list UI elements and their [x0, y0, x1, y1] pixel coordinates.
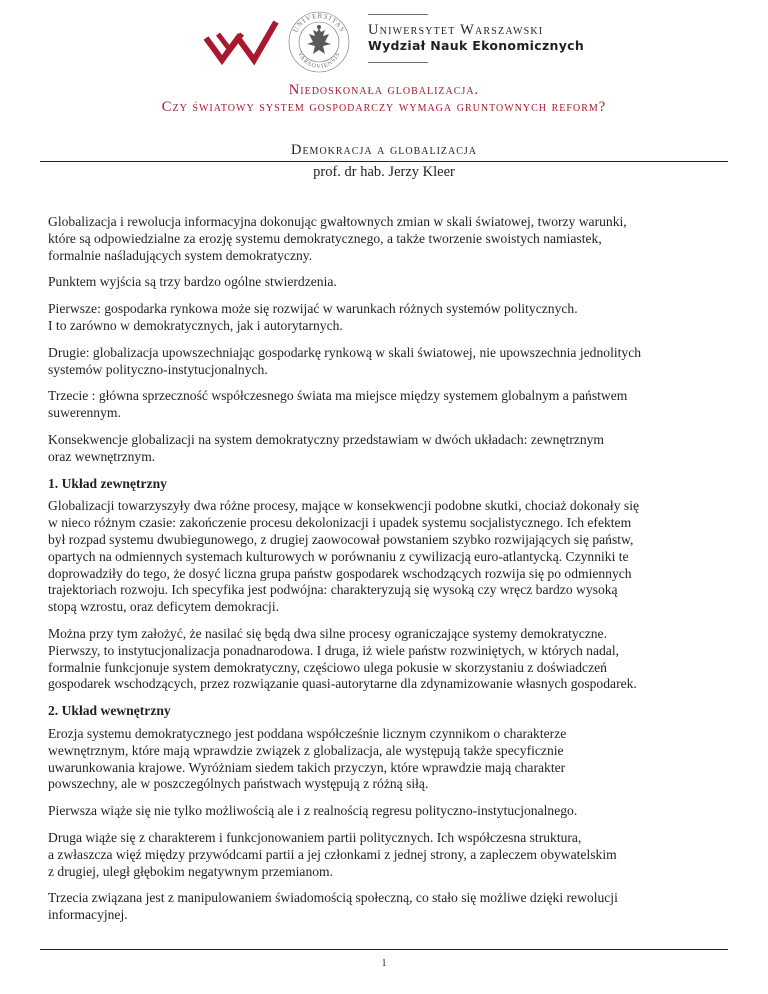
conference-title-line2: Czy światowy system gospodarczy wymaga gruntownych reform?: [161, 99, 607, 115]
paragraph: Pierwsza wiąże się nie tylko możliwością ale i z realnością regresu polityczno-instytucjonalnego.: [48, 803, 578, 819]
conference-title-line1: Niedoskonała globalizacja.: [288, 82, 480, 98]
page-header: [0, 0, 768, 80]
paragraph: Druga wiąże się z charakterem i funkcjonowaniem partii politycznych. Ich współczesna struktura, a zwłaszcza więź między przywódcami partii a jej członkami z jednej strony, a zapleczem obywatelskim z drugiej, uległ głębokim negatywnym przemianom.: [48, 829, 617, 879]
university-name: Uniwersytet Warszawski: [368, 22, 544, 38]
author-name: prof. dr hab. Jerzy Kleer: [313, 164, 455, 180]
seal-text-bottom: VARSOVIENSIS: [296, 51, 342, 71]
conference-title: [0, 82, 768, 116]
paragraph: Punktem wyjścia są trzy bardzo ogólne stwierdzenia.: [48, 274, 337, 290]
section-heading-internal: 2. Układ wewnętrzny: [48, 703, 171, 719]
paragraph: Drugie: globalizacja upowszechniając gospodarkę rynkową w skali światowej, nie upowszechnia jednolitych systemów polityczno-instytucjonalnych.: [48, 344, 642, 377]
paragraph: Globalizacji towarzyszyły dwa różne procesy, mające w konsekwencji podobne skutki, chociaż dokonały się w nieco różnym czasie: zakończenie procesu dekolonizacji i upadek systemu socjalistycznego. Ich efektem był rozpad systemu dwubiegunowego, z drugiej zaowocował powstaniem szybko rozwijających się państw, opartych na odmiennych systemach kulturowych w porównaniu z cywilizacją euro-atlantycką. Czynniki te doprowadziły do tego, że dosyć liczna grupa państw gospodarek wschodzących rozwija się po odmiennych trajektoriach rozwoju. Ich specyfika jest podwójna: charakteryzują się wysoką czy wręcz bardzo wysoką stopą wzrostu, oraz deficytem demokracji.: [48, 498, 640, 615]
paragraph: Można przy tym założyć, że nasilać się będą dwa silne procesy ograniczające systemy demokratyczne. Pierwszy, to instytucjonalizacja ponadnarodowa. I druga, iż wiele państw rozwiniętych, w których nadal, formalnie funkcjonuje system demokratyczny, częściowo ulega pokusie w skorzystaniu z doświadczeń gospodarek wschodzących, przez rozwiązanie quasi-autorytarne dla zdynamizowanie własnych gospodarek.: [48, 625, 637, 692]
paragraph: Konsekwencje globalizacji na system demokratyczny przedstawiam w dwóch układach: zewnętrznym oraz wewnętrznym.: [48, 431, 605, 464]
footer-divider: [40, 949, 728, 950]
seal-text-top: UNIVERSITAS: [291, 11, 347, 34]
paragraph: Trzecie : główna sprzeczność współczesnego świata ma miejsce między systemem globalnym a państwem suwerennym.: [48, 388, 628, 421]
page-number: 1: [381, 958, 387, 969]
university-identity: [368, 14, 598, 63]
paragraph: Globalizacja i rewolucja informacyjna dokonując gwałtownych zmian w skali światowej, tworzy warunki, które są odpowiedzialne za erozję systemu demokratycznego, a także tworzenie swoistych namiastek, formalnie naśladujących system demokratyczny.: [48, 214, 627, 263]
university-seal-icon: [287, 10, 351, 74]
section-title: Demokracja a globalizacja: [290, 142, 478, 158]
paragraph: Erozja systemu demokratycznego jest poddana współcześnie licznym czynnikom o charakterze wewnętrznym, które mają wprawdzie związek z globalizacja, ale występują także specyficznie uwarunkowania krajowe. Wyróżniam siedem takich przyczyn, które wprawdzie mają charakter powszechny, ale w poszczególnych państwach występują z różną siłą.: [48, 725, 567, 792]
paragraph: Trzecia związana jest z manipulowaniem świadomością społeczną, co stało się możliwe dzięki rewolucji informacyjnej.: [48, 890, 618, 923]
title-divider: [40, 161, 728, 162]
section-heading-external: 1. Układ zewnętrzny: [48, 475, 167, 491]
wne-logo-icon: [202, 12, 282, 68]
paragraph: Pierwsze: gospodarka rynkowa może się rozwijać w warunkach różnych systemów politycznych. I to zarówno w demokratycznych, jak i autorytarnych.: [48, 301, 578, 333]
header-divider-top: [368, 14, 428, 15]
faculty-name: Wydział Nauk Ekonomicznych: [368, 38, 585, 53]
article-body: [48, 214, 732, 934]
header-divider-bottom: [368, 62, 428, 63]
